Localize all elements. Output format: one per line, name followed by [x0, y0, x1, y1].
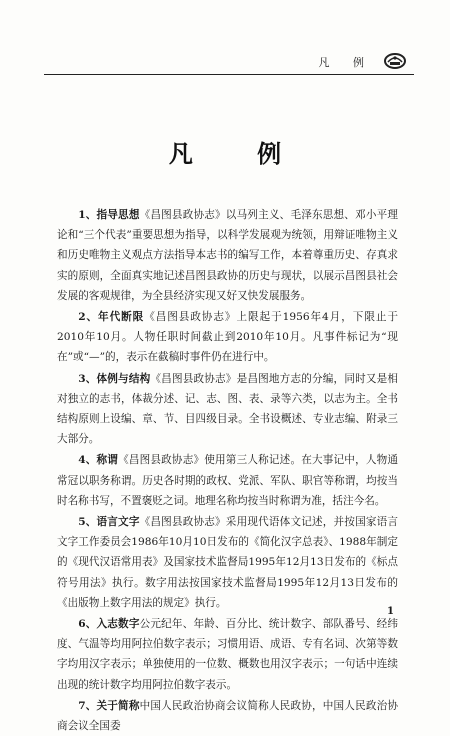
paragraph-text: 公元纪年、年龄、百分比、统计数字、部队番号、经纬度、气温等均用阿拉伯数字表示；习惯用语、成语、专有名词、次第等数字均用汉字表示；单独使用的一位数、概数也用汉字表示；一句话中连续出现的统计数字均用阿拉伯数字表示。: [57, 618, 398, 691]
paragraph-text: 《昌图县政协志》采用现代语体文记述，并按国家语言文字工作委员会1986年10月10日发布的《简化汉字总表》、1988年制定的《现代汉语常用表》及国家技术监督局1995年12月13日发布的《标点符号用法》执行。数字用法按国家技术监督局1995年12月13日发布的《出版物上数字用法的规定》执行。: [57, 516, 398, 609]
paragraph-structure: [57, 369, 398, 450]
paragraph-text: 《昌图县政协志》以马列主义、毛泽东思想、邓小平理论和“三个代表”重要思想为指导，以科学发展观为统领，用辩证唯物主义和历史唯物主义观点方法指导本志书的编写工作，本着尊重历史、存真求实的原则，全面真实地记述昌图县政协的历史与现状，以展示昌图县社会发展的客观规律，为全县经济实现又好又快发展服务。: [57, 209, 398, 302]
paragraph-term: 2、年代断限: [78, 311, 145, 324]
county-emblem-icon: [382, 50, 408, 72]
paragraph-term: 6、入志数字: [78, 618, 140, 631]
paragraph-text: 《昌图县政协志》是昌图地方志的分编，同时又是相对独立的志书，体裁分述、记、志、图、表、录等六类，以志为主。全书结构原则上设编、章、节、目四级目录。全书设概述、专业志编、附录三大部分。: [57, 372, 399, 446]
paragraph-text: 《昌图县政协志》上限起于1956年4月，下限止于2010年10月。人物任职时间截止到2010年10月。凡事件标记为“现在”或“—”的，表示在截稿时事件仍在进行中。: [57, 311, 399, 364]
paragraph-numbers: [57, 614, 398, 695]
paragraph-time-limits: [57, 307, 398, 368]
paragraph-term: 7、关于简称: [78, 699, 140, 712]
header-rule: [44, 74, 414, 75]
paragraph-guiding-ideology: [57, 205, 398, 306]
running-header: [44, 48, 414, 74]
paragraph-text: 《昌图县政协志》使用第三人称记述。在大事记中，人物通常冠以职务称谓。历史各时期的政权、党派、军队、职官等称谓，均按当时名称书写，不置褒贬之词。地理名称均按当时称谓为准，括注今名。: [57, 454, 398, 507]
running-title: 凡 例: [318, 56, 374, 69]
paragraph-text: 中国人民政治协商会议简称人民政协，中国人民政治协商会议全国委: [57, 699, 398, 733]
paragraph-term: 4、称谓: [78, 454, 119, 467]
paragraph-term: 1、指导思想: [78, 209, 140, 221]
body-text: [57, 205, 398, 736]
paragraph-term: 5、语言文字: [78, 516, 140, 529]
paragraph-titles: [57, 450, 398, 511]
page-number: 1: [387, 606, 394, 617]
paragraph-term: 3、体例与结构: [78, 372, 151, 385]
page-title: 凡 例: [168, 139, 310, 168]
paragraph-language: [57, 512, 398, 613]
paragraph-abbreviations: [57, 696, 398, 736]
